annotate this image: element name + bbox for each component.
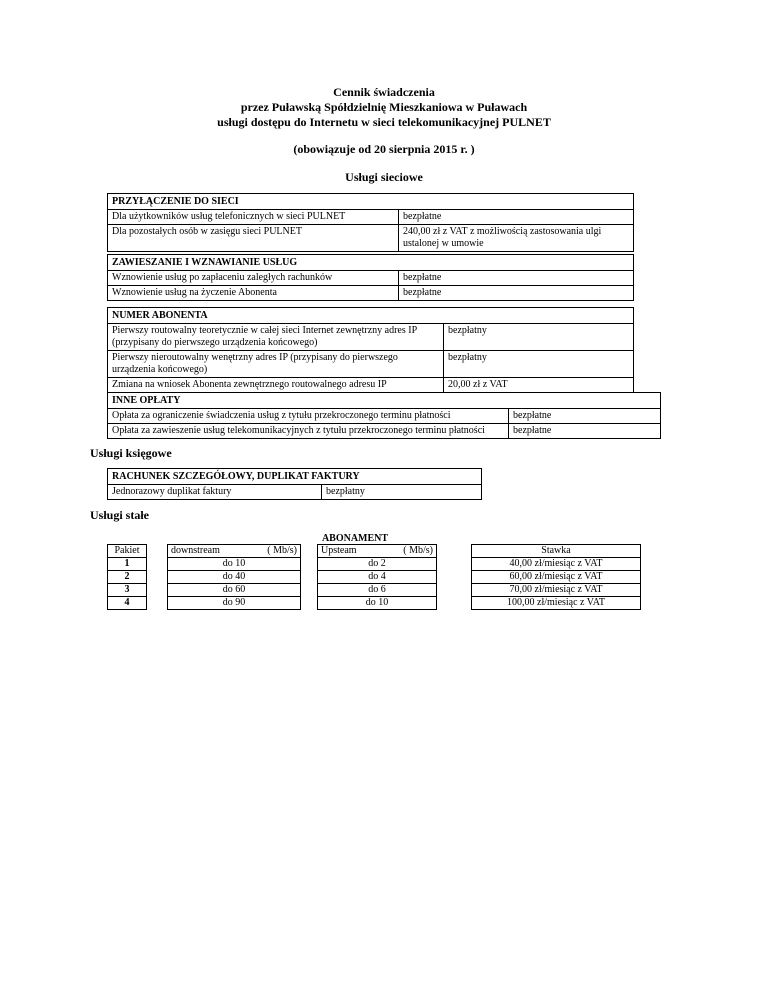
row-desc: Opłata za ograniczenie świadczenia usług z tytułu przekroczonego terminu płatności — [108, 409, 509, 424]
connection-header: PRZYŁĄCZENIE DO SIECI — [108, 194, 634, 210]
other-fees-table — [107, 392, 661, 439]
table-row — [108, 351, 634, 378]
accounting-table — [107, 468, 482, 500]
col-rate: Stawka — [472, 545, 641, 558]
accounting-header: RACHUNEK SZCZEGÓŁOWY, DUPLIKAT FAKTURY — [108, 469, 482, 485]
suspension-table — [107, 254, 634, 301]
row-desc: Dla użytkowników usług telefonicznych w sieci PULNET — [108, 210, 399, 225]
title-line-2: przez Puławską Spółdzielnię Mieszkaniowa w Puławach — [240, 100, 528, 114]
col-upstream: Upsteam ( Mb/s) — [318, 545, 437, 558]
row-price: bezpłatne — [399, 210, 634, 225]
table-row — [108, 324, 634, 351]
packages-table — [107, 544, 641, 610]
validity-date: (obowiązuje od 20 sierpnia 2015 r. ) — [293, 142, 475, 156]
row-desc: Wznowienie usług na życzenie Abonenta — [108, 286, 399, 301]
table-row — [108, 424, 661, 439]
table-row — [108, 409, 661, 424]
row-desc: Pierwszy routowalny teoretycznie w całej sieci Internet zewnętrzny adres IP (przypisany do pierwszego urządzenia końcowego) — [108, 324, 444, 351]
table-row — [108, 485, 482, 500]
accounting-heading: Usługi księgowe — [90, 446, 172, 460]
row-price: bezpłatne — [509, 424, 661, 439]
table-row — [108, 378, 634, 393]
col-downstream: downstream ( Mb/s) — [168, 545, 301, 558]
other-header: INNE OPŁATY — [108, 393, 661, 409]
row-desc: Dla pozostałych osób w zasięgu sieci PULNET — [108, 225, 399, 252]
row-price: bezpłatne — [399, 286, 634, 301]
suspension-header: ZAWIESZANIE I WZNAWIANIE USŁUG — [108, 255, 634, 271]
row-price: bezpłatny — [444, 324, 634, 351]
network-services-heading: Usługi sieciowe — [345, 170, 423, 184]
row-price: bezpłatne — [509, 409, 661, 424]
table-row — [108, 225, 634, 252]
row-desc: Wznowienie usług po zapłaceniu zaległych rachunków — [108, 271, 399, 286]
row-price: bezpłatny — [322, 485, 482, 500]
table-row — [108, 271, 634, 286]
subscriber-number-table — [107, 307, 634, 393]
title-line-3: usługi dostępu do Internetu w sieci telekomunikacyjnej PULNET — [217, 115, 551, 129]
row-desc: Zmiana na wniosek Abonenta zewnętrznego routowalnego adresu IP — [108, 378, 444, 393]
row-price: 20,00 zł z VAT — [444, 378, 634, 393]
row-desc: Opłata za zawieszenie usług telekomunikacyjnych z tytułu przekroczonego terminu płatności — [108, 424, 509, 439]
table-row: 3 do 60 do 6 70,00 zł/miesiąc z VAT — [108, 584, 641, 597]
table-row: 1 do 10 do 2 40,00 zł/miesiąc z VAT — [108, 558, 641, 571]
title-line-1: Cennik świadczenia — [333, 85, 435, 99]
connection-table — [107, 193, 634, 252]
table-row — [108, 210, 634, 225]
table-row — [108, 286, 634, 301]
row-desc: Pierwszy nieroutowalny wenętrzny adres IP (przypisany do pierwszego urządzenia końcowego) — [108, 351, 444, 378]
row-price: 240,00 zł z VAT z możliwością zastosowania ulgi ustalonej w umowie — [399, 225, 634, 252]
abonament-label: ABONAMENT — [321, 533, 389, 544]
row-price: bezpłatne — [399, 271, 634, 286]
fixed-services-heading: Usługi stałe — [90, 508, 150, 522]
row-price: bezpłatny — [444, 351, 634, 378]
packages-header-row — [108, 545, 641, 558]
col-pakiet: Pakiet — [108, 545, 147, 558]
table-row: 2 do 40 do 4 60,00 zł/miesiąc z VAT — [108, 571, 641, 584]
number-header: NUMER ABONENTA — [108, 308, 634, 324]
row-desc: Jednorazowy duplikat faktury — [108, 485, 322, 500]
document-title — [0, 85, 768, 130]
table-row: 4 do 90 do 10 100,00 zł/miesiąc z VAT — [108, 597, 641, 610]
